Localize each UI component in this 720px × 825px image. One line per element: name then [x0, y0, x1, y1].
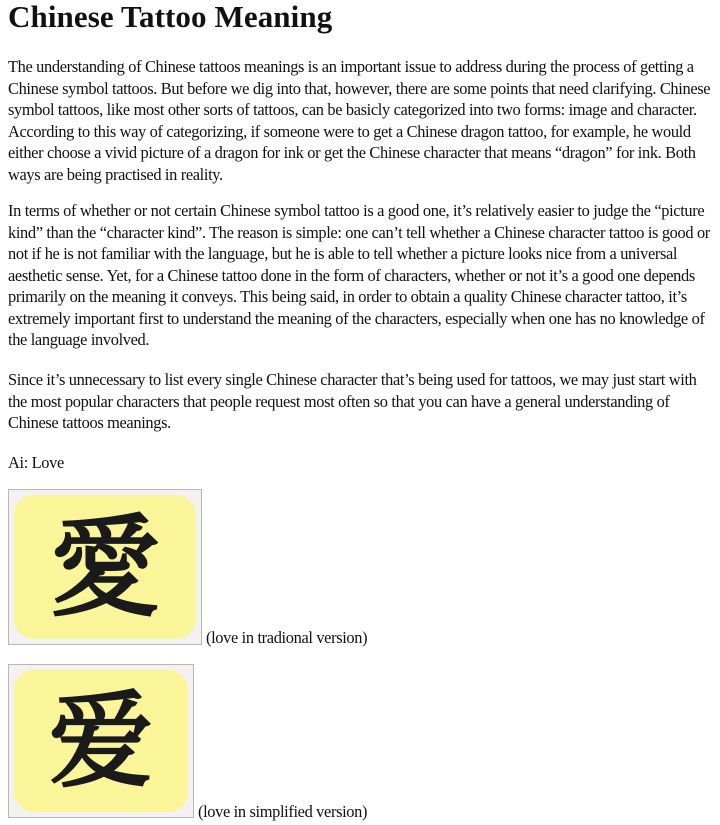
page-title: Chinese Tattoo Meaning — [8, 0, 333, 34]
simplified-love-glyph: 爱 — [48, 679, 153, 802]
simplified-caption: (love in simplified version) — [198, 802, 368, 821]
character-tile — [14, 670, 188, 812]
judging-paragraph: In terms of whether or not certain Chinese symbol tattoo is a good one, it’s relatively easier to judge the “picture kind” than the “character kind”. The reason is simple: one can’t tell whether a Chinese character tattoo is good or not if he is not familiar with the language, but he is able to tell whether a picture looks nice from a universal aesthetic sense. Yet, for a Chinese tattoo done in the form of characters, whether or not it’s a good one depends primarily on the meaning it conveys. This being said, in order to obtain a quality Chinese character tattoo, it’s extremely important first to understand the meaning of the characters, especially when one has no knowledge of the language involved. — [8, 201, 710, 349]
popular-characters-paragraph: Since it’s unnecessary to list every single Chinese character that’s being used for tattoos, we may just start with the most popular characters that people request most often so that you can have a general understanding of Chinese tattoos meanings. — [8, 370, 697, 432]
traditional-character-image — [8, 489, 202, 645]
intro-paragraph: The understanding of Chinese tattoos meanings is an important issue to address during the process of getting a Chinese symbol tattoos. But before we dig into that, however, there are some points that need clarifying. Chinese symbol tattoos, like most other sorts of tattoos, can be basicly categorized into two forms: image and character. According to this way of categorizing, if someone were to get a Chinese dragon tattoo, for example, he would either choose a vivid picture of a dragon for ink or get the Chinese character that means “dragon” for ink. Both ways are being practised in reality. — [8, 57, 711, 184]
traditional-love-glyph: 愛 — [50, 503, 160, 632]
traditional-caption: (love in tradional version) — [206, 628, 368, 647]
article — [8, 0, 716, 821]
character-tile — [14, 495, 196, 639]
entry-label: Ai: Love — [8, 453, 64, 472]
simplified-character-image — [8, 664, 194, 818]
